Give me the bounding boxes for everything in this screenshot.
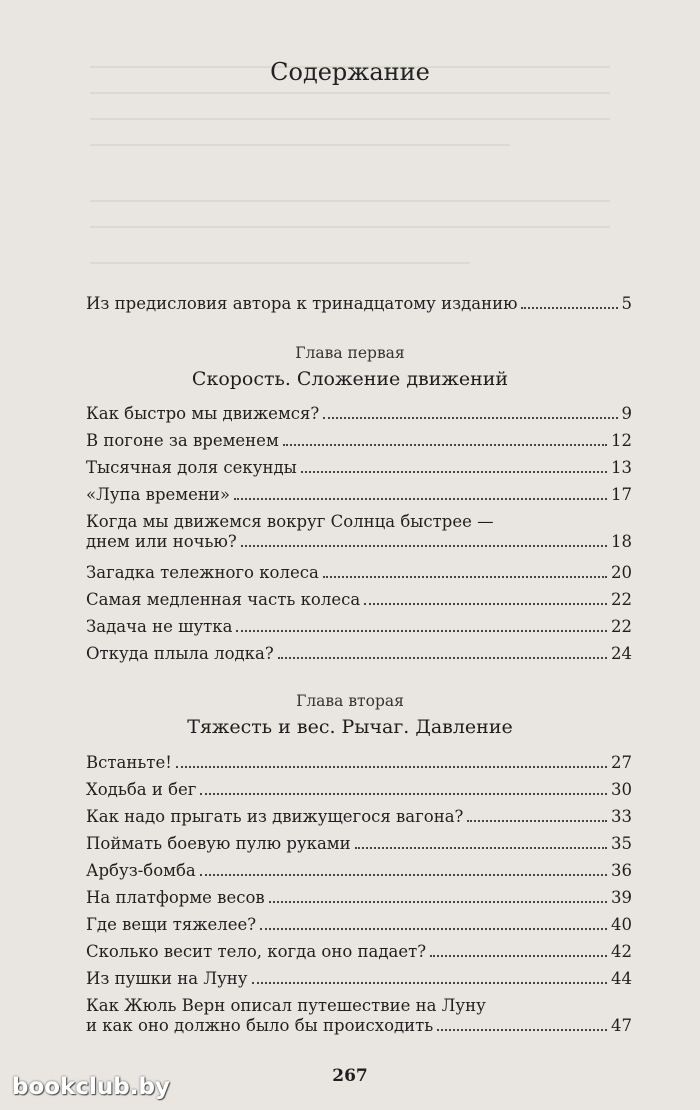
dot-leader (301, 471, 607, 473)
dot-leader (323, 576, 607, 578)
toc-entry (86, 512, 632, 552)
bleed-line (90, 200, 610, 202)
toc-entry-label: Арбуз-бомба (86, 861, 196, 880)
chapter-title: Тяжесть и вес. Рычаг. Давление (187, 716, 513, 738)
watermark-logo: bookclub.by (12, 1074, 170, 1100)
toc-entry (86, 590, 632, 610)
toc-entry-label: Встаньте! (86, 753, 172, 772)
toc-entry-page: 12 (611, 431, 632, 450)
toc-entry-page: 44 (611, 969, 632, 988)
page-number: 267 (332, 1066, 368, 1086)
dot-leader (323, 417, 617, 419)
dot-leader (269, 901, 607, 903)
toc-entry-label: Из пушки на Луну (86, 969, 248, 988)
chapter-label: Глава первая (295, 344, 405, 362)
toc-entry-page: 42 (611, 942, 632, 961)
chapter-title: Скорость. Сложение движений (191, 368, 509, 390)
bleed-line (90, 92, 610, 94)
toc-entry-page: 27 (611, 753, 632, 772)
toc-entry-label-line1: Как Жюль Верн описал путешествие на Луну (86, 996, 486, 1015)
toc-entry-label: Откуда плыла лодка? (86, 644, 274, 663)
toc-entry-page: 35 (611, 834, 632, 853)
toc-entry-label: Тысячная доля секунды (86, 458, 297, 477)
dot-leader (467, 820, 607, 822)
dot-leader (234, 498, 607, 500)
toc-entry (86, 404, 632, 424)
toc-entry-label: В погоне за временем (86, 431, 279, 450)
toc-entry-label-line1: Когда мы движемся вокруг Солнца быстрее — (86, 512, 494, 531)
toc-entry-label: Самая медленная часть колеса (86, 590, 361, 609)
dot-leader (278, 657, 607, 659)
dot-leader (260, 928, 607, 930)
toc-entry (86, 996, 632, 1036)
dot-leader (355, 847, 607, 849)
toc-entry (86, 617, 632, 637)
toc-entry (86, 753, 632, 773)
toc-entry-label: Задача не шутка (86, 617, 233, 636)
toc-entry-page: 30 (611, 780, 632, 799)
toc-entry-label: Где вещи тяжелее? (86, 915, 257, 934)
dot-leader (252, 982, 608, 984)
page-title: Содержание (270, 58, 430, 86)
toc-entry-page: 18 (611, 532, 632, 551)
toc-entry-label: Сколько весит тело, когда оно падает? (86, 942, 427, 961)
dot-leader (364, 603, 607, 605)
toc-entry (86, 834, 632, 854)
toc-entry (86, 485, 632, 505)
dot-leader (236, 630, 607, 632)
toc-entry (86, 861, 632, 881)
toc-entry (86, 942, 632, 962)
toc-entry (86, 888, 632, 908)
toc-entry-label: Ходьба и бег (86, 780, 197, 799)
toc-entry-page: 40 (611, 915, 632, 934)
bleed-line (90, 144, 510, 146)
toc-entry-page: 22 (611, 590, 632, 609)
toc-entry-label: Как надо прыгать из движущегося вагона? (86, 807, 464, 826)
toc-entry-page: 47 (611, 1016, 632, 1035)
toc-entry-label: На платформе весов (86, 888, 265, 907)
bleed-line (90, 118, 610, 120)
dot-leader (200, 874, 607, 876)
bleed-line (90, 226, 610, 228)
toc-entry-page: 17 (611, 485, 632, 504)
toc-entry (86, 644, 632, 664)
toc-entry-page: 39 (611, 888, 632, 907)
toc-entry (86, 807, 632, 827)
dot-leader (430, 955, 607, 957)
toc-entry-page: 9 (621, 404, 632, 423)
toc-entry (86, 431, 632, 451)
toc-entry-page: 33 (611, 807, 632, 826)
toc-entry-label-line2: днем или ночью? (86, 532, 237, 551)
chapter-label: Глава вторая (296, 692, 404, 710)
dot-leader (437, 1029, 607, 1031)
toc-entry-label: Как быстро мы движемся? (86, 404, 320, 423)
toc-entry-label: Из предисловия автора к тринадцатому изданию (86, 294, 518, 313)
dot-leader (521, 307, 617, 309)
toc-entry-page: 5 (621, 294, 632, 313)
toc-entry-label: Поймать боевую пулю руками (86, 834, 351, 853)
toc-entry-label: «Лупа времени» (86, 485, 230, 504)
toc-entry (86, 780, 632, 800)
toc-entry-page: 24 (611, 644, 632, 663)
toc-entry-label-line2: и как оно должно было бы происходить (86, 1016, 434, 1035)
toc-entry-page: 13 (611, 458, 632, 477)
toc-entry (86, 915, 632, 935)
toc-entry (86, 563, 632, 583)
dot-leader (241, 545, 607, 547)
toc-entry-page: 22 (611, 617, 632, 636)
dot-leader (176, 766, 607, 768)
toc-entry (86, 458, 632, 478)
dot-leader (200, 793, 607, 795)
dot-leader (283, 444, 607, 446)
toc-entry-preface (86, 294, 632, 314)
toc-entry (86, 969, 632, 989)
toc-entry-page: 36 (611, 861, 632, 880)
toc-entry-page: 20 (611, 563, 632, 582)
toc-entry-label: Загадка тележного колеса (86, 563, 319, 582)
bleed-line (90, 262, 470, 264)
